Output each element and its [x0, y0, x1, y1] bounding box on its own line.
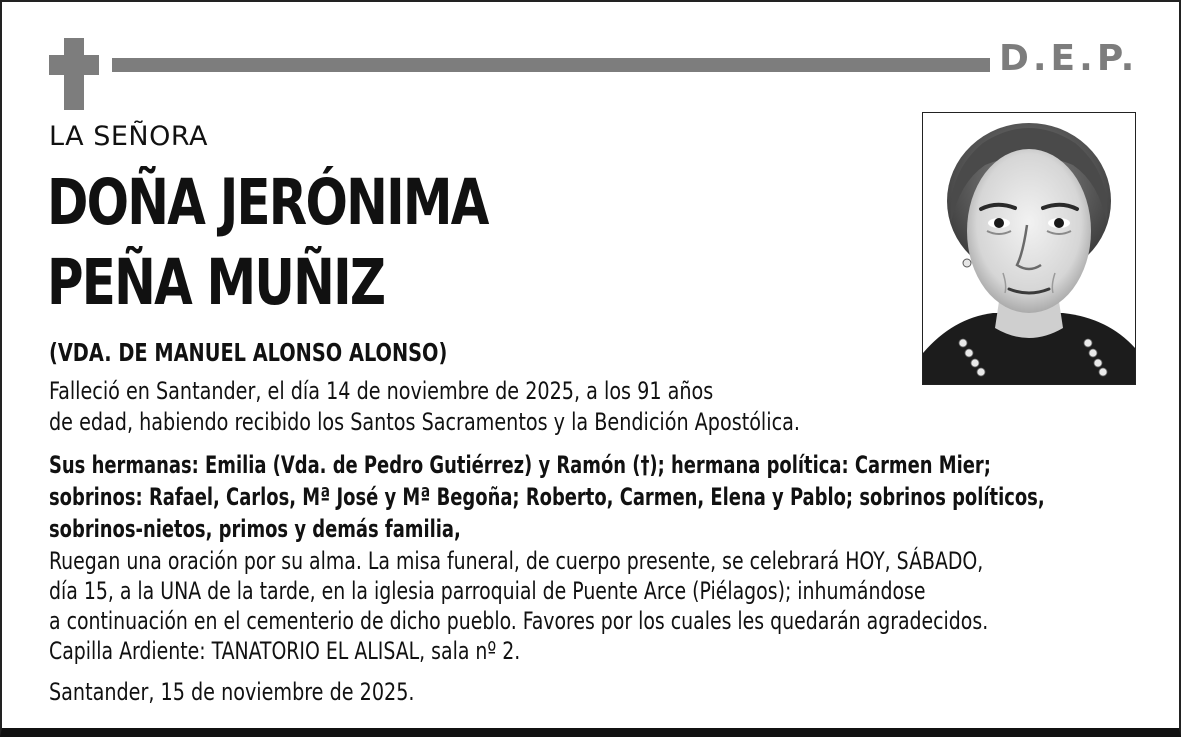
- family-line: sobrinos: Rafael, Carlos, Mª José y Mª Begoña; Roberto, Carmen, Elena y Pablo; sobrinos políticos,: [49, 483, 1045, 511]
- death-notice-line: de edad, habiendo recibido los Santos Sacramentos y la Bendición Apostólica.: [49, 407, 800, 436]
- funeral-line: Capilla Ardiente: TANATORIO EL ALISAL, sala nº 2.: [49, 637, 521, 665]
- death-notice-paragraph: [49, 376, 800, 437]
- cross-horizontal-bar: [49, 55, 99, 75]
- widow-of-line: (VDA. DE MANUEL ALONSO ALONSO): [49, 338, 448, 367]
- portrait-photo: [922, 112, 1136, 385]
- deceased-name-line1: DOÑA JERÓNIMA: [47, 166, 488, 239]
- header-rule: [112, 58, 990, 72]
- family-paragraph: [49, 449, 1045, 545]
- funeral-paragraph: [49, 546, 988, 666]
- deceased-name-line2: PEÑA MUÑIZ: [47, 246, 385, 319]
- death-notice-line: Falleció en Santander, el día 14 de noviembre de 2025, a los 91 años: [49, 377, 714, 405]
- family-line: sobrinos-nietos, primos y demás familia,: [49, 515, 461, 543]
- honorific-title: LA SEÑORA: [49, 121, 208, 152]
- dep-label: D.E.P.: [999, 38, 1139, 79]
- family-line: Sus hermanas: Emilia (Vda. de Pedro Gutiérrez) y Ramón (†); hermana política: Carmen Mier;: [49, 451, 991, 479]
- funeral-line: a continuación en el cementerio de dicho pueblo. Favores por los cuales les quedarán agradecidos.: [49, 607, 989, 635]
- funeral-line: Ruegan una oración por su alma. La misa funeral, de cuerpo presente, se celebrará HOY, SÁBADO,: [49, 547, 984, 575]
- funeral-line: día 15, a la UNA de la tarde, en la iglesia parroquial de Puente Arce (Piélagos); inhumándose: [49, 577, 926, 605]
- place-date-line: Santander, 15 de noviembre de 2025.: [49, 678, 415, 706]
